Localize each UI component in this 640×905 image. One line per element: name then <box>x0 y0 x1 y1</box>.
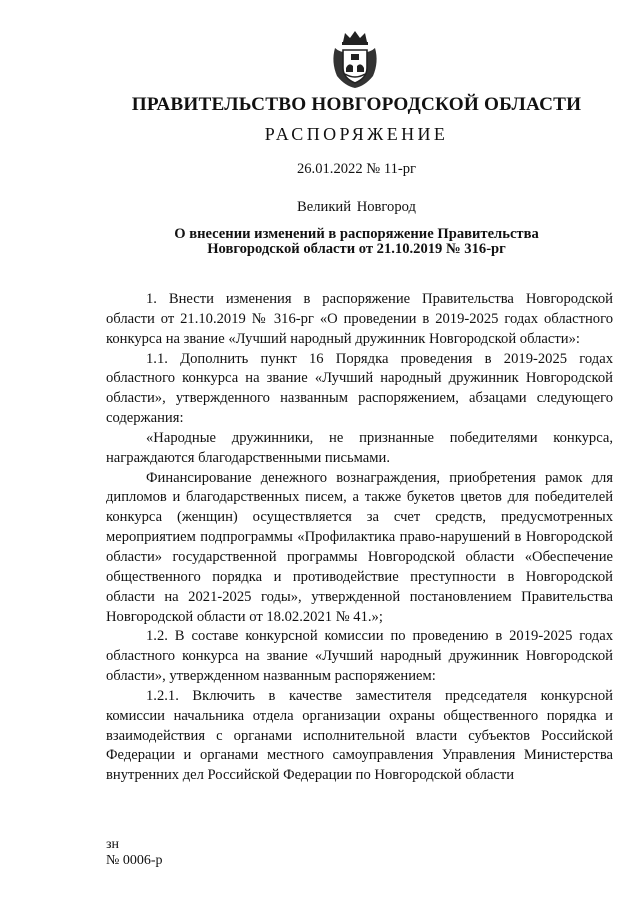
body-paragraph: Финансирование денежного вознаграждения, приобретения рамок для дипломов и благодарственных писем, а также букетов цветов для победителей конкурса (женщин) осуществляется за счет средств, предусмотренных мероприятием подпрограммы «Профилактика право-нарушений в Новгородской области» государственной программы Новгородской области «Обеспечение общественного порядка и противодействие преступности в Новгородской области на 2021-2025 годы», утвержденной постановлением Правительства Новгородской области от 18.02.2021 № 41.»; <box>106 469 613 625</box>
body-paragraph: 1.2.1. Включить в качестве заместителя председателя конкурсной комиссии начальника отдела организации охраны общественного порядка и взаимодействия с органами исполнительной власти субъектов Российской Федерации и органами местного самоуправления Управления Министерства внутренних дел Российской Федерации по Новгородской области <box>106 687 613 784</box>
body-paragraph: 1.2. В составе конкурсной комиссии по проведению в 2019-2025 годах областного конкурса на звание «Лучший народный дружинник Новгородской области», утвержденном названным распоряжением: <box>106 628 613 685</box>
document-subject-line-2: Новгородской области от 21.10.2019 № 316-рг <box>207 241 506 257</box>
document-body <box>106 290 613 786</box>
document-place: Великий Новгород <box>297 199 416 215</box>
footer-form-number: № 0006-р <box>106 853 163 868</box>
document-type: РАСПОРЯЖЕНИЕ <box>264 124 449 144</box>
body-paragraph: 1. Внести изменения в распоряжение Правительства Новгородской области от 21.10.2019 № 316-рг «О проведении в 2019-2025 годах областного конкурса на звание «Лучший народный дружинник Новгородской области»: <box>106 291 613 347</box>
document-subject-line-1: О внесении изменений в распоряжение Правительства <box>174 226 539 242</box>
document-date-number: 26.01.2022 № 11-рг <box>296 161 417 177</box>
body-paragraph: «Народные дружинники, не признанные победителями конкурса, награждаются благодарственными письмами. <box>106 429 613 466</box>
novgorod-coat-of-arms-icon <box>329 28 381 90</box>
footer-initials: зн <box>106 837 120 852</box>
body-paragraph: 1.1. Дополнить пункт 16 Порядка проведения в 2019-2025 годах областного конкурса на звание «Лучший народный дружинник Новгородской области», утвержденного названным распоряжением, абзацами следующего содержания: <box>106 350 613 427</box>
document-subject <box>0 227 640 257</box>
footer-code <box>106 837 163 869</box>
government-title: ПРАВИТЕЛЬСТВО НОВГОРОДСКОЙ ОБЛАСТИ <box>131 94 582 115</box>
